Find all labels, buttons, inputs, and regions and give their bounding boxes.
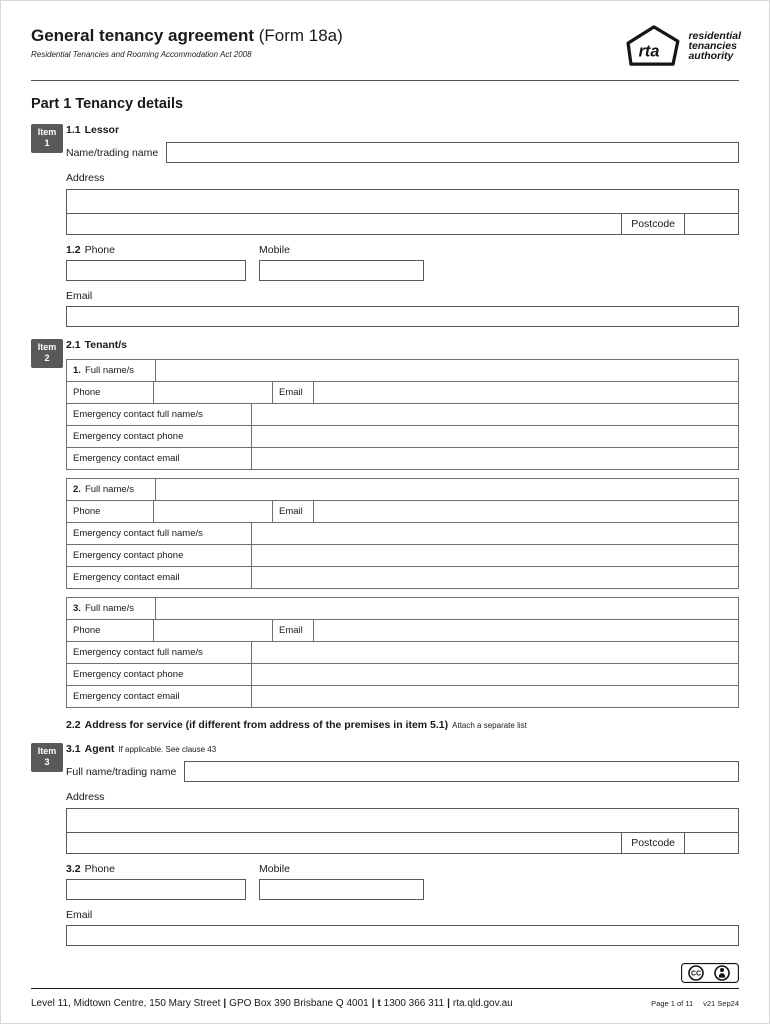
agent-name-input[interactable] <box>184 761 739 782</box>
agent-postcode-input[interactable] <box>684 832 739 854</box>
lessor-postcode-input[interactable] <box>684 213 739 235</box>
tenant-1-emergency-email-input[interactable] <box>251 447 739 470</box>
footer-divider <box>31 988 739 989</box>
table-row <box>66 619 739 642</box>
lessor-name-label: Name/trading name <box>66 146 159 159</box>
act-subtitle: Residential Tenancies and Rooming Accommodation Act 2008 <box>31 50 252 59</box>
tenant-3-emergency-phone-input[interactable] <box>251 663 739 686</box>
section-title-text: Tenant/s <box>84 339 128 351</box>
tenant-1-email-label: Email <box>272 381 314 404</box>
lessor-postcode-label: Postcode <box>621 213 685 235</box>
section-number: 2.1 <box>66 339 81 351</box>
item1-badge <box>31 124 63 153</box>
footer <box>31 963 739 1009</box>
tenant-2-emergency-phone-label: Emergency contact phone <box>66 544 252 567</box>
tenant-1-email-input[interactable] <box>313 381 739 404</box>
agent-mobile-input[interactable] <box>259 879 424 900</box>
badge-number: 2 <box>44 353 50 363</box>
lessor-name-input[interactable] <box>166 142 739 163</box>
section-2-2-title <box>66 719 739 731</box>
badge-number: 1 <box>44 138 50 148</box>
item2-section <box>31 339 739 731</box>
page-number: Page 1 of 11 <box>651 999 694 1008</box>
tenant-1-phone-input[interactable] <box>153 381 273 404</box>
badge-label: Item <box>37 746 57 756</box>
footer-separator: | <box>223 998 227 1009</box>
section-title-text: Lessor <box>84 124 120 136</box>
rta-house-icon <box>623 24 681 68</box>
section-3-2-title: 3.2 Phone <box>66 863 115 875</box>
tenant-3-email-input[interactable] <box>313 619 739 642</box>
agent-address-line2-input[interactable] <box>66 832 622 854</box>
tenant-1-emergency-phone-input[interactable] <box>251 425 739 448</box>
tenant-3-email-label: Email <box>272 619 314 642</box>
form-title-main: General tenancy agreement <box>31 26 254 45</box>
tenant-1-emergency-email-label: Emergency contact email <box>66 447 252 470</box>
tenant-2-emergency-name-label: Emergency contact full name/s <box>66 522 252 545</box>
tenant-2-phone-input[interactable] <box>153 500 273 523</box>
footer-separator: | <box>371 998 375 1009</box>
footer-phone-label: t <box>377 998 381 1009</box>
section-note: Attach a separate list <box>452 721 527 730</box>
item3-section <box>31 743 739 946</box>
footer-contact <box>31 998 513 1009</box>
lessor-mobile-label: Mobile <box>259 244 290 256</box>
table-row <box>66 566 739 589</box>
agent-postcode-label: Postcode <box>621 832 685 854</box>
lessor-phone-input[interactable] <box>66 260 246 281</box>
lessor-mobile-input[interactable] <box>259 260 424 281</box>
section-note: If applicable. See clause 43 <box>118 745 217 754</box>
section-1-2-title: 1.2 Phone <box>66 244 115 256</box>
tenant-1-table <box>66 359 739 470</box>
table-row <box>66 403 739 426</box>
agent-address-input[interactable] <box>66 808 739 833</box>
section-title-text: Agent <box>84 743 115 755</box>
tenant-1-fullname-label: 1. Full name/s <box>66 359 156 382</box>
lessor-email-input[interactable] <box>66 306 739 327</box>
table-row <box>66 425 739 448</box>
tenant-3-emergency-email-input[interactable] <box>251 685 739 708</box>
tenant-1-emergency-phone-label: Emergency contact phone <box>66 425 252 448</box>
cc-license-icon <box>681 963 739 983</box>
agent-phone-input[interactable] <box>66 879 246 900</box>
page-info <box>651 999 739 1008</box>
rta-logo <box>623 24 741 68</box>
agent-name-row <box>66 761 739 782</box>
badge-number: 3 <box>44 757 50 767</box>
tenant-3-emergency-email-label: Emergency contact email <box>66 685 252 708</box>
item1-body <box>66 124 739 327</box>
table-row <box>66 685 739 708</box>
section-number: 1.1 <box>66 124 81 136</box>
tenant-2-email-input[interactable] <box>313 500 739 523</box>
lessor-address-label: Address <box>66 172 105 184</box>
tenant-3-fullname-label: 3. Full name/s <box>66 597 156 620</box>
section-3-1-title <box>66 743 739 755</box>
title-block <box>31 26 343 59</box>
tenant-3-table <box>66 597 739 708</box>
badge-label: Item <box>37 127 57 137</box>
tenant-2-emergency-email-label: Emergency contact email <box>66 566 252 589</box>
tenant-1-fullname-input[interactable] <box>155 359 739 382</box>
lessor-phone-mobile-row <box>66 260 739 281</box>
cc-license-row <box>31 963 739 983</box>
tenant-3-phone-label: Phone <box>66 619 154 642</box>
agent-phone-mobile-row <box>66 879 739 900</box>
lessor-name-row <box>66 142 739 163</box>
table-row <box>66 641 739 664</box>
tenant-2-fullname-input[interactable] <box>155 478 739 501</box>
table-row <box>66 478 739 501</box>
section-number: 3.1 <box>66 743 81 755</box>
tenant-2-fullname-label: 2. Full name/s <box>66 478 156 501</box>
footer-address: Level 11, Midtown Centre, 150 Mary Street <box>31 998 221 1009</box>
badge-label: Item <box>37 342 57 352</box>
form-version: v21 Sep24 <box>703 999 739 1008</box>
item1-section <box>31 124 739 327</box>
agent-address-label: Address <box>66 791 105 803</box>
agent-address-row2 <box>66 832 739 854</box>
lessor-phone-label: Phone <box>84 244 115 256</box>
logo-line: authority <box>688 50 734 62</box>
item3-body <box>66 743 739 946</box>
tenant-3-emergency-name-input[interactable] <box>251 641 739 664</box>
footer-website[interactable]: rta.qld.gov.au <box>452 998 513 1009</box>
section-2-1-title <box>66 339 739 351</box>
tenant-1-emergency-name-label: Emergency contact full name/s <box>66 403 252 426</box>
tenant-2-table <box>66 478 739 589</box>
lessor-address-input[interactable] <box>66 189 739 214</box>
section-title-text: Address for service (if different from address of the premises in item 5.1) <box>84 719 449 731</box>
table-row <box>66 663 739 686</box>
agent-phone-mobile-labels <box>66 863 739 875</box>
item3-badge <box>31 743 63 772</box>
form-title-suffix: (Form 18a) <box>253 26 343 45</box>
svg-text:CC: CC <box>690 970 702 978</box>
table-row <box>66 544 739 567</box>
footer-gpo: GPO Box 390 Brisbane Q 4001 <box>229 998 369 1009</box>
item2-badge <box>31 339 63 368</box>
tenant-3-phone-input[interactable] <box>153 619 273 642</box>
header-divider <box>31 80 739 81</box>
form-title <box>31 26 343 46</box>
table-row <box>66 381 739 404</box>
footer-separator: | <box>447 998 450 1009</box>
tenant-1-emergency-name-input[interactable] <box>251 403 739 426</box>
table-row <box>66 500 739 523</box>
footer-phone: 1300 366 311 <box>383 998 445 1009</box>
tenant-2-phone-label: Phone <box>66 500 154 523</box>
rta-logo-text <box>688 31 741 61</box>
section-1-1-title <box>66 124 739 136</box>
table-row <box>66 447 739 470</box>
tenant-3-fullname-input[interactable] <box>155 597 739 620</box>
section-number: 2.2 <box>66 719 81 731</box>
lessor-address-row2 <box>66 213 739 235</box>
item2-body <box>66 339 739 731</box>
table-row <box>66 597 739 620</box>
tenant-2-emergency-phone-input[interactable] <box>251 544 739 567</box>
tenant-3-emergency-name-label: Emergency contact full name/s <box>66 641 252 664</box>
logo-line: tenancies <box>688 40 737 52</box>
lessor-phone-mobile-labels <box>66 244 739 256</box>
tenant-2-emergency-email-input[interactable] <box>251 566 739 589</box>
agent-email-input[interactable] <box>66 925 739 946</box>
lessor-address-line2-input[interactable] <box>66 213 622 235</box>
table-row <box>66 359 739 382</box>
tenant-1-phone-label: Phone <box>66 381 154 404</box>
tenant-3-emergency-phone-label: Emergency contact phone <box>66 663 252 686</box>
footer-row <box>31 998 739 1009</box>
agent-name-label: Full name/trading name <box>66 765 177 778</box>
part1-heading: Part 1 Tenancy details <box>31 96 184 112</box>
agent-phone-label: Phone <box>84 863 115 875</box>
table-row <box>66 522 739 545</box>
header <box>1 1 769 68</box>
logo-line: residential <box>688 30 741 42</box>
tenant-2-emergency-name-input[interactable] <box>251 522 739 545</box>
lessor-email-label: Email <box>66 290 93 302</box>
agent-email-label: Email <box>66 909 93 921</box>
agent-mobile-label: Mobile <box>259 863 290 875</box>
svg-text:rta: rta <box>639 42 660 61</box>
tenant-2-email-label: Email <box>272 500 314 523</box>
